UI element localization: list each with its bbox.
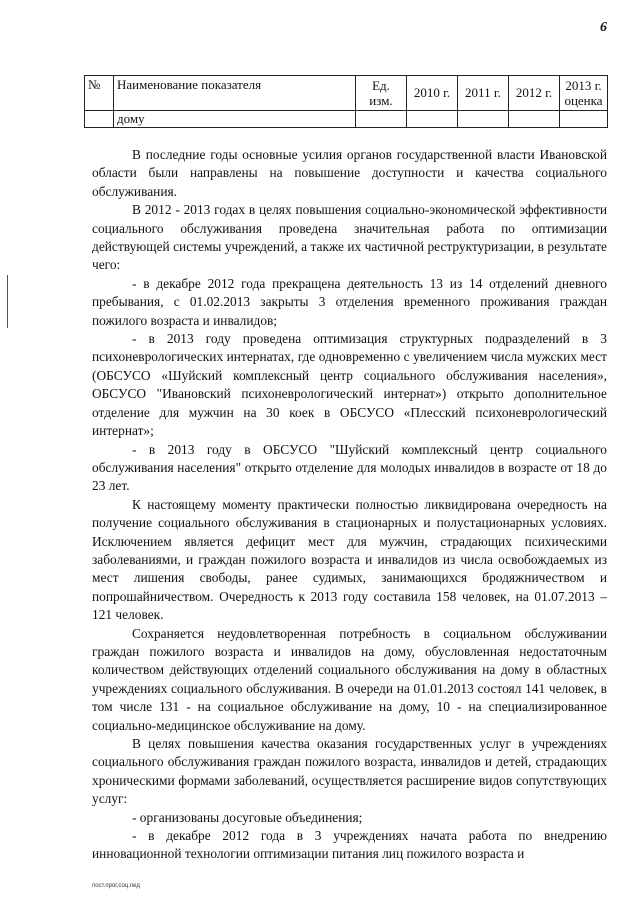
col-2010-header: 2010 г. [407, 76, 458, 111]
table-cell [560, 111, 608, 128]
page-number: 6 [600, 20, 607, 35]
col-2013-header [560, 76, 608, 111]
table-cell [458, 111, 509, 128]
table-cell-name: дому [114, 111, 356, 128]
col-2011-header: 2011 г. [458, 76, 509, 111]
margin-mark [7, 275, 8, 328]
col-unit-header [356, 76, 407, 111]
paragraph: К настоящему моменту практически полностью ликвидирована очередность на получение социального обслуживания в стационарных и полустационарных условиях. Исключением является дефицит мест для мужчин, страдающих психическими заболеваниями, и граждан пожилого возраста и инвалидов из числа освобождаемых из мест лишения свободы, ранее судимых, занимающихся бродяжничеством и попрошайничеством. Очередность к 2013 году составила 158 человек, на 01.07.2013 – 121 человек. [92, 496, 607, 623]
paragraph: В последние годы основные усилия органов государственной власти Ивановской области были направлены на повышение доступности и качества социального обслуживания. [92, 147, 607, 199]
unit-line-2: изм. [369, 93, 393, 108]
table-cell [509, 111, 560, 128]
unit-line-1: Ед. [372, 78, 390, 93]
list-item: - в 2013 году проведена оптимизация структурных подразделений в 3 психоневрологических интернатах, где одновременно с увеличением числа мужских мест (ОБСУСО «Шуйский комплексный центр социального обслуживания населения», ОБСУСО "Ивановский психоневрологический интернат») открыто дополнительное отделение для мужчин на 30 коек в ОБСУСО «Плесский психоневрологический интернат»; [92, 331, 607, 439]
table-cell [407, 111, 458, 128]
document-body [92, 146, 607, 864]
paragraph: Сохраняется неудовлетворенная потребность в социальном обслуживании граждан пожилого возраста и инвалидов на дому, обусловленная недостаточным количеством действующих отделений социального обслуживания на дому в областных учреждениях социального обслуживания. В очереди на 01.01.2013 состоял 141 человек, в том числе 131 - на социальное обслуживание на дому, 10 - на специализированное социально-медицинское обслуживание на дому. [92, 625, 607, 733]
list-item: - организованы досуговые объединения; [132, 809, 363, 825]
y2013-line-2: оценка [564, 93, 603, 108]
list-item: - в декабре 2012 года в 3 учреждениях начата работа по внедрению инновационной технологии оптимизации питания лиц пожилого возраста и [92, 828, 607, 862]
footer-filename: пост.прог.соц.пед [92, 883, 140, 889]
table-cell [356, 111, 407, 128]
col-number-header: № [85, 76, 114, 111]
paragraph: В целях повышения качества оказания государственных услуг в учреждениях социального обслуживания граждан пожилого возраста, инвалидов и детей, страдающих хроническими формами заболеваний, осуществляется расширение видов сопутствующих услуг: [92, 736, 607, 807]
table-header-row [85, 76, 608, 111]
y2013-line-1: 2013 г. [565, 78, 602, 93]
table-row [85, 111, 608, 128]
indicator-table [84, 75, 608, 128]
col-name-header: Наименование показателя [114, 76, 356, 111]
list-item: - в декабре 2012 года прекращена деятельность 13 из 14 отделений дневного пребывания, с 01.02.2013 закрыты 3 отделения временного проживания граждан пожилого возраста и инвалидов; [92, 275, 607, 328]
paragraph: В 2012 - 2013 годах в целях повышения социально-экономической эффективности социального обслуживания проведена значительная работа по оптимизации действующей системы учреждений, а также их частичной реструктуризации, в результате чего: [92, 202, 607, 273]
table-cell [85, 111, 114, 128]
list-item: - в 2013 году в ОБСУСО "Шуйский комплексный центр социального обслуживания населения" открыто отделение для молодых инвалидов в возрасте от 18 до 23 лет. [92, 441, 607, 494]
col-2012-header: 2012 г. [509, 76, 560, 111]
